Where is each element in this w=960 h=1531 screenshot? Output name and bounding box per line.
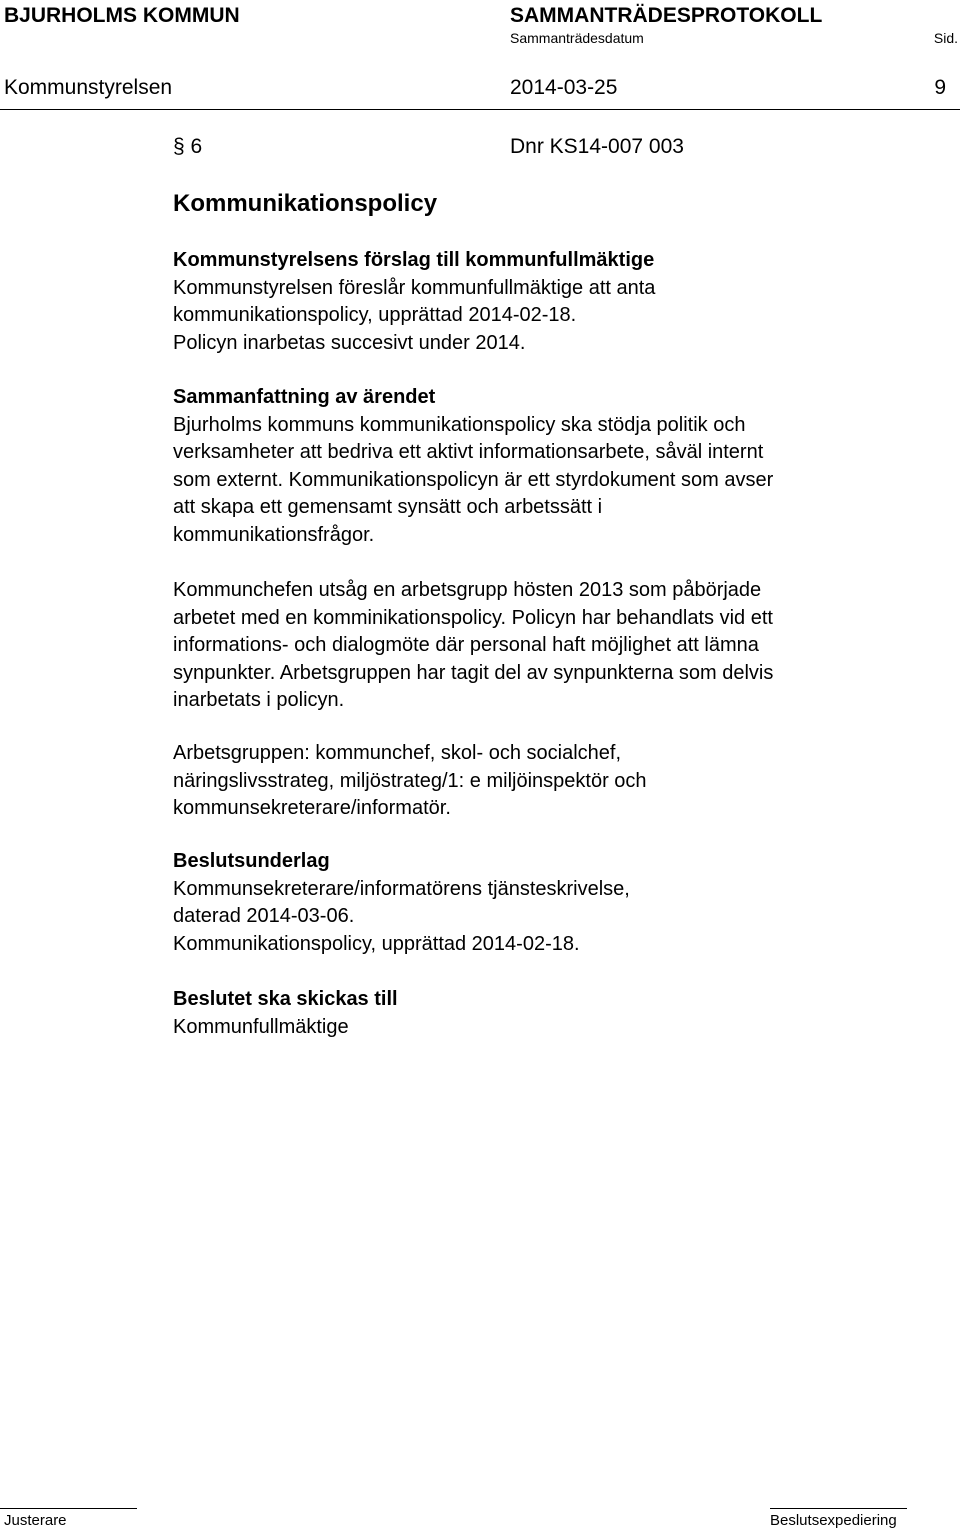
members-section	[173, 740, 933, 823]
org-name: BJURHOLMS KOMMUN	[4, 4, 240, 27]
proposal-heading: Kommunstyrelsens förslag till kommunfullmäktige	[173, 249, 655, 271]
members-line: kommunsekreterare/informatör.	[173, 797, 451, 819]
committee-name: Kommunstyrelsen	[4, 76, 173, 99]
page-label: Sid.	[933, 30, 958, 46]
summary-line: kommunikationsfrågor.	[173, 523, 375, 546]
workgroup-line: synpunkter. Arbetsgruppen har tagit del av synpunkterna som delvis	[173, 661, 774, 684]
workgroup-section	[173, 577, 933, 715]
summary-line: att skapa ett gemensamt synsätt och arbetssätt i	[173, 496, 603, 518]
footer-signature-line-left	[0, 1508, 137, 1509]
proposal-line: Kommunstyrelsen föreslår kommunfullmäktige att anta	[173, 276, 656, 299]
page-number: 9	[934, 76, 946, 99]
basis-line: daterad 2014-03-06.	[173, 905, 355, 927]
workgroup-line: Kommunchefen utsåg en arbetsgrupp hösten 2013 som påbörjade	[173, 579, 762, 601]
footer-adjuster-label: Justerare	[4, 1512, 67, 1529]
meeting-date-label: Sammanträdesdatum	[510, 30, 644, 46]
members-line: näringslivsstrateg, miljöstrateg/1: e miljöinspektör och	[173, 769, 647, 792]
summary-line: verksamheter att bedriva ett aktivt informationsarbete, såväl internt	[173, 441, 764, 463]
footer-signature-line-right	[770, 1508, 907, 1509]
diary-number: Dnr KS14-007 003	[510, 135, 684, 158]
members-line: Arbetsgruppen: kommunchef, skol- och socialchef,	[173, 742, 621, 764]
send-to-line: Kommunfullmäktige	[173, 1015, 349, 1038]
footer-dispatch-label: Beslutsexpediering	[770, 1512, 897, 1529]
proposal-line: Policyn inarbetas succesivt under 2014.	[173, 331, 526, 354]
section-number: § 6	[173, 135, 203, 158]
basis-line: Kommunsekreterare/informatörens tjänsteskrivelse,	[173, 877, 630, 900]
basis-line: Kommunikationspolicy, upprättad 2014-02-18.	[173, 932, 580, 955]
workgroup-line: arbetet med en komminikationspolicy. Policyn har behandlats vid ett	[173, 606, 773, 629]
page-title: Kommunikationspolicy	[173, 190, 438, 217]
summary-heading: Sammanfattning av ärendet	[173, 386, 436, 408]
meeting-date: 2014-03-25	[510, 76, 618, 99]
summary-line: som externt. Kommunikationspolicyn är ett styrdokument som avser	[173, 468, 774, 491]
workgroup-line: inarbetats i policyn.	[173, 689, 345, 711]
summary-line: Bjurholms kommuns kommunikationspolicy ska stödja politik och	[173, 413, 746, 436]
workgroup-line: informations- och dialogmöte där personal haft möjlighet att lämna	[173, 634, 759, 656]
send-to-section	[173, 986, 933, 1041]
send-to-heading: Beslutet ska skickas till	[173, 988, 398, 1010]
proposal-line: kommunikationspolicy, upprättad 2014-02-18.	[173, 304, 577, 326]
basis-section	[173, 848, 933, 958]
header-divider	[0, 109, 960, 110]
proposal-section	[173, 247, 933, 357]
doc-type: SAMMANTRÄDESPROTOKOLL	[510, 4, 823, 27]
summary-section	[173, 384, 933, 549]
basis-heading: Beslutsunderlag	[173, 850, 330, 872]
